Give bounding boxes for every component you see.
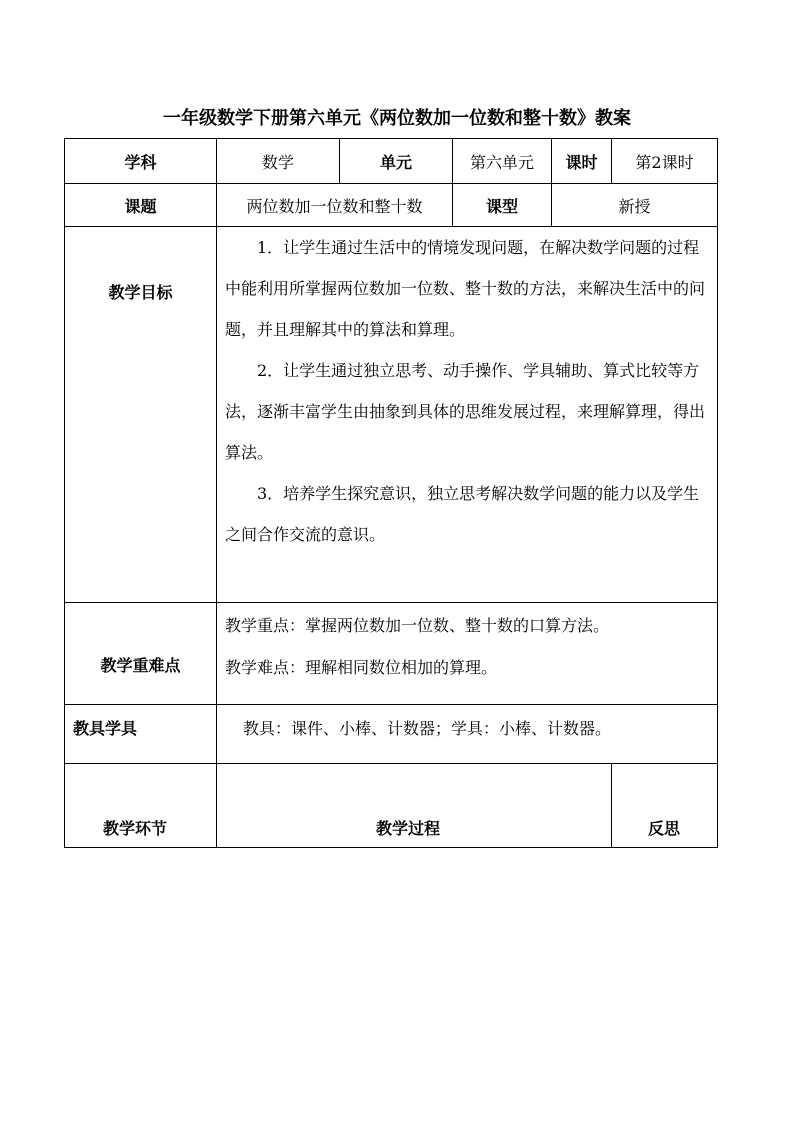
col-divider bbox=[216, 139, 217, 847]
subject-label: 学科 bbox=[124, 152, 157, 172]
process-header: 教学过程 bbox=[376, 819, 441, 838]
period-value: 第2课时 bbox=[635, 152, 694, 172]
topic-value: 两位数加一位数和整十数 bbox=[246, 196, 423, 216]
teaching-difficulty: 教学难点：理解相同数位相加的算理。 bbox=[225, 658, 498, 677]
unit-label: 单元 bbox=[379, 152, 412, 172]
row-divider bbox=[65, 763, 717, 764]
objectives-text bbox=[225, 227, 715, 555]
row-divider bbox=[65, 602, 717, 603]
lesson-plan-table bbox=[64, 138, 718, 848]
reflection-header: 反思 bbox=[648, 819, 681, 838]
teaching-focus: 教学重点：掌握两位数加一位数、整十数的口算方法。 bbox=[225, 616, 610, 635]
period-label: 课时 bbox=[565, 152, 598, 172]
topic-label: 课题 bbox=[124, 196, 157, 216]
lesson-type-label: 课型 bbox=[485, 196, 518, 216]
objective-item: 3．培养学生探究意识，独立思考解决数学问题的能力以及学生之间合作交流的意识。 bbox=[225, 484, 700, 544]
lesson-type-value: 新授 bbox=[618, 196, 651, 216]
objective-item: 2．让学生通过独立思考、动手操作、学具辅助、算式比较等方法，逐渐丰富学生由抽象到具体的思维发展过程，来理解算理，得出算法。 bbox=[225, 361, 706, 462]
stage-header: 教学环节 bbox=[103, 819, 168, 838]
subject-value: 数学 bbox=[261, 152, 294, 172]
document-title: 一年级数学下册第六单元《两位数加一位数和整十数》教案 bbox=[163, 108, 631, 129]
row-divider bbox=[65, 704, 717, 705]
keypoints-label: 教学重难点 bbox=[100, 655, 181, 675]
col-divider bbox=[611, 763, 612, 847]
objective-item: 1．让学生通过生活中的情境发现问题，在解决数学问题的过程中能利用所掌握两位数加一位数、整十数的方法，来解决生活中的问题，并且理解其中的算法和算理。 bbox=[225, 238, 706, 339]
tools-value: 教具：课件、小棒、计数器；学具：小棒、计数器。 bbox=[243, 719, 612, 738]
objectives-label: 教学目标 bbox=[108, 282, 173, 302]
unit-value: 第六单元 bbox=[469, 152, 534, 172]
tools-label: 教具学具 bbox=[73, 719, 138, 738]
